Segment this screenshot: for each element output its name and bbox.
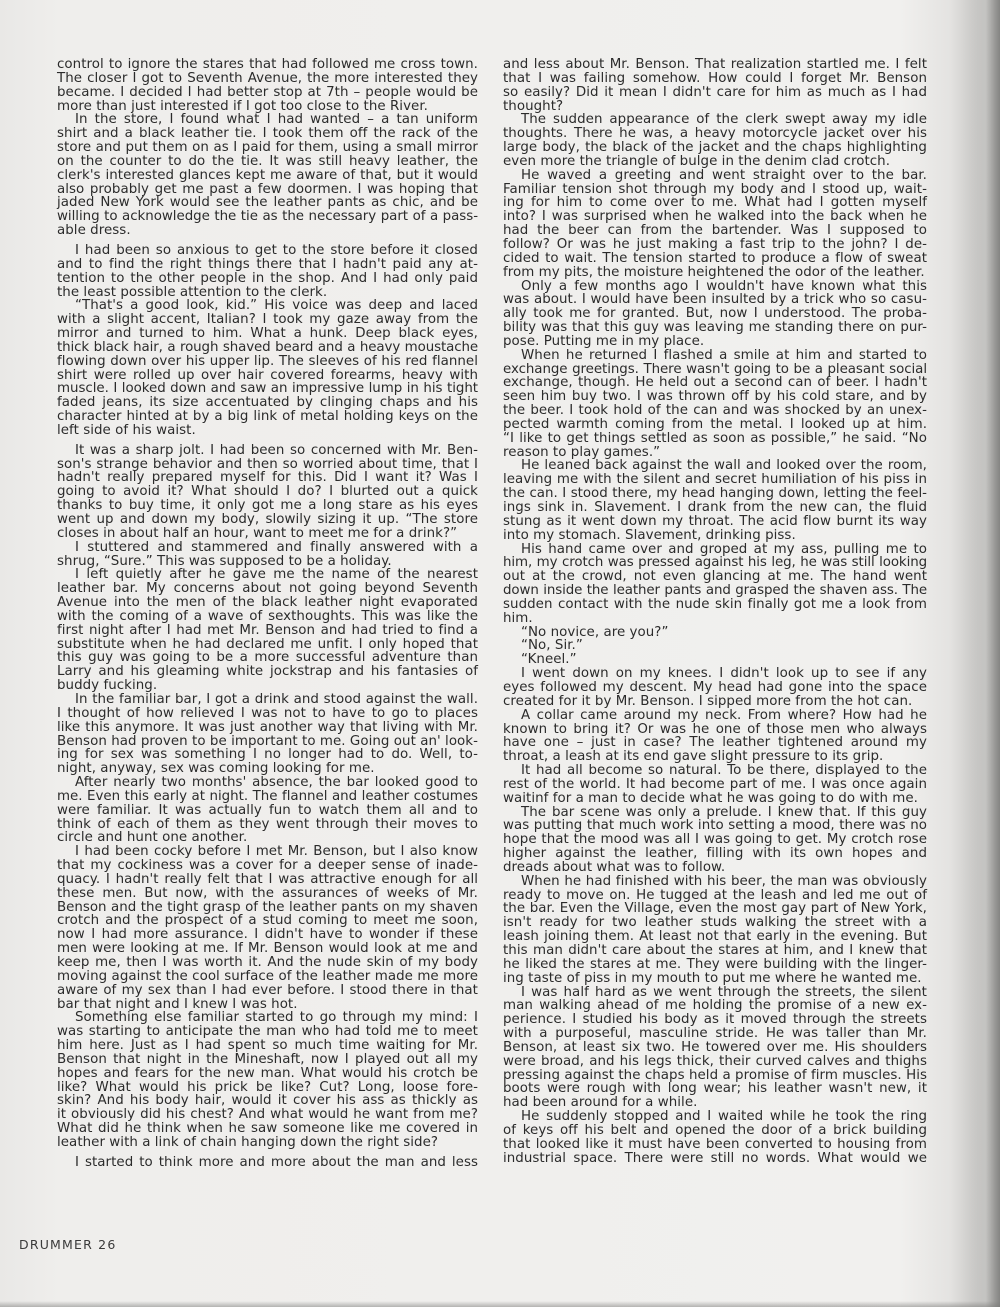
- text-line: into? I was surprised when he walked into the back when he: [503, 209, 927, 225]
- text-line: The bar scene was only a prelude. I knew that. If this guy: [521, 804, 927, 820]
- text-line: “No, Sir.”: [521, 638, 583, 654]
- text-line: stung as it went down my throat. The acid flow burnt its way: [503, 513, 927, 529]
- paragraph: [503, 459, 927, 542]
- text-line: was putting that much work into setting a mood, there was no: [503, 818, 927, 834]
- text-line: the least possible attention to the clerk.: [57, 284, 328, 300]
- text-line: left side of his waist.: [57, 422, 196, 438]
- text-line: he liked the stares at me. They were building with the linger-: [503, 956, 927, 972]
- text-line: shrug, “Sure.” This was supposed to be a holiday.: [57, 553, 392, 569]
- text-line: were broad, and his legs thick, their curved calves and thighs: [503, 1053, 927, 1069]
- text-line: flowing down over his upper lip. The sleeves of his red flannel: [57, 353, 478, 369]
- text-line: higher against the leather, filling with its own hopes and: [503, 846, 927, 862]
- text-line: I was half hard as we went through the streets, the silent: [521, 984, 927, 1000]
- text-line: Only a few months ago I wouldn't have known what this: [521, 278, 927, 294]
- text-line: ing for him to come over to me. What had I gotten myself: [503, 195, 927, 211]
- text-line: that I was failing somehow. How could I forget Mr. Benson: [503, 70, 927, 86]
- text-line: moving against the cool surface of the leather made me more: [57, 968, 478, 984]
- text-line: man walking ahead of me holding the promise of a new ex-: [503, 998, 927, 1014]
- text-line: ing taste of piss in my mouth to put me where he wanted me.: [503, 970, 922, 986]
- text-line: went up and down my body, slowily sizing it up. “The store: [57, 512, 478, 527]
- text-line: think of each of them as they went through their moves to: [57, 816, 478, 832]
- text-line: Larry and his gleaming white jockstrap and his fantasies of: [57, 664, 478, 680]
- text-line: After nearly two months' absence, the bar looked good to: [75, 775, 478, 791]
- text-line: became. I decided I had better stop at 7th – people would be: [57, 84, 478, 100]
- text-line: with a purposeful, masculine stride. He was taller than Mr.: [503, 1026, 927, 1042]
- text-line: aware of my sex than I had ever before. I stood there in that: [57, 982, 478, 998]
- text-line: hope that the mood was all I was going to get. My crotch rose: [503, 832, 927, 848]
- text-line: pected warmth coming from the metal. I looked up at him.: [503, 416, 927, 432]
- text-line: His hand came over and groped at my ass, pulling me to: [521, 541, 927, 557]
- text-line: circle and hunt one another.: [57, 830, 248, 846]
- text-line: him here. Just as I had spent so much time waiting for Mr.: [57, 1038, 478, 1054]
- text-line: A collar came around my neck. From where? How had he: [521, 707, 927, 723]
- paragraph: [503, 653, 927, 667]
- text-line: It had all become so natural. To be there, displayed to the: [521, 763, 927, 779]
- text-line: He leaned back against the wall and looked over the room,: [521, 458, 927, 474]
- text-line: leaving me with the silent and secret humiliation of his piss in: [503, 472, 927, 488]
- text-line: willing to acknowledge the tie as the necessary part of a pass-: [57, 209, 478, 225]
- text-line: night, anyway, sex was coming looking for me.: [57, 761, 375, 777]
- text-line: character hinted at by a big link of metal holding keys on the: [57, 409, 478, 425]
- text-line: also probably get me past a few doormen. I was hoping that: [57, 181, 478, 197]
- text-line: the can. I stood there, my head hanging down, letting the feel-: [503, 486, 927, 502]
- text-line: sudden contact with the nude skin finally got me a look from: [503, 596, 927, 612]
- text-line: him.: [503, 610, 533, 626]
- paragraph: [57, 845, 478, 1011]
- text-line: was starting to anticipate the man who had told me to meet: [57, 1024, 478, 1040]
- text-line: son's strange behavior and then so worried about time, that I: [57, 456, 478, 472]
- text-line: quacy. I hadn't really felt that I was attractive enough for all: [57, 871, 478, 887]
- text-line: had been around for a while.: [503, 1095, 698, 1111]
- text-line: control to ignore the stares that had followed me cross town.: [57, 57, 478, 72]
- paragraph: [57, 693, 478, 776]
- text-line: known to bring it? Or was he one of those men who always: [503, 721, 927, 737]
- text-line: like? What would his prick be like? Cut? Long, loose fore-: [57, 1079, 478, 1095]
- text-line: thought?: [503, 98, 564, 114]
- text-line: buddy fucking.: [57, 678, 158, 694]
- text-line: shirt were rolled up over hair covered forearms, heavy with: [57, 367, 478, 383]
- text-line: In the familiar bar, I got a drink and stood against the wall.: [75, 691, 478, 707]
- text-line: I had been cocky before I met Mr. Benson, but I also know: [75, 844, 478, 860]
- text-line: out at the crowd, not even glancing at me. The hand went: [503, 569, 927, 585]
- text-line: I stuttered and stammered and finally answered with a: [75, 539, 478, 555]
- paragraph: [503, 169, 927, 280]
- text-line: ready to move on. He tugged at the leash and led me out of: [503, 887, 927, 903]
- text-line: seen him buy two. I was thrown off by his cold stare, and by: [503, 389, 927, 405]
- text-line: He suddenly stopped and I waited while he took the ring: [521, 1109, 927, 1125]
- text-line: were familiar. It was actually fun to watch them all and to: [57, 802, 478, 818]
- text-line: leather bar. My concerns about not going beyond Seventh: [57, 581, 478, 597]
- paragraph: [57, 58, 478, 113]
- text-line: have one – just in case? The leather tightened around my: [503, 735, 927, 751]
- text-line: had the beer can from the bartender. Was I supposed to: [503, 223, 927, 239]
- page-edge-shadow: [968, 0, 1000, 1307]
- text-line: of keys off his belt and opened the door of a brick building: [503, 1122, 927, 1138]
- text-line: was about. I would have been insulted by a trick who so casu-: [503, 292, 927, 308]
- text-line: isn't ready for two leather studs walking the street with a: [503, 915, 927, 931]
- text-line: going to avoid it? What should I do? I blurted out a quick: [57, 484, 478, 500]
- paragraph: [503, 667, 927, 709]
- text-line: exchange greetings. There wasn't going to be a pleasant social: [503, 361, 927, 377]
- text-line: leather with a link of chain hanging down the right side?: [57, 1134, 439, 1150]
- text-line: me. Even this early at night. The flannel and leather costumes: [57, 788, 478, 804]
- paragraph: [503, 626, 927, 640]
- text-line: this man didn't care about the stares at him, and I knew that: [503, 943, 927, 958]
- text-line: He waved a greeting and went straight over to the bar.: [521, 167, 927, 183]
- text-line: more than just interested if I got too close to the River.: [57, 98, 428, 114]
- page-footer: DRUMMER 26: [19, 1237, 117, 1252]
- text-line: this guy was going to be a more successful adventure than: [57, 650, 478, 666]
- text-line: ing for sex was something I no longer had to do. Well, to-: [57, 747, 478, 763]
- text-line: The sudden appearance of the clerk swept away my idle: [521, 112, 927, 128]
- text-line: throat, a leash at its end gave slight pressure to its grip.: [503, 749, 884, 765]
- paragraph: [503, 639, 927, 653]
- text-line: exchange, though. He held out a second can of beer. I hadn't: [503, 375, 927, 391]
- text-line: him, my crotch was pressed against his leg, he was still looking: [503, 555, 927, 571]
- text-line: substitute when he had declared me unfit. I only hoped that: [57, 636, 478, 652]
- text-line: bility was that this guy was leaving me standing there on pur-: [503, 320, 927, 336]
- text-line: boots were rough with long wear; his leather wasn't new, it: [503, 1081, 927, 1097]
- text-line: that my cockiness was a cover for a deeper sense of inade-: [57, 858, 478, 874]
- text-line: muscle. I looked down and saw an impressive lump in his tight: [57, 381, 478, 397]
- text-line: now I had more assurance. I didn't have to wonder if these: [57, 927, 478, 943]
- text-line: tention to the other people in the shop. And I had only paid: [57, 270, 478, 286]
- paragraph: [57, 299, 478, 437]
- text-line: faded jeans, its size accentuated by clinging chaps and his: [57, 395, 478, 411]
- text-line: from my pits, the moisture heightened the odor of the leather.: [503, 264, 925, 280]
- text-line: What did he think when he saw someone like me covered in: [57, 1121, 478, 1137]
- text-line: large body, the black of the jacket and the chaps highlighting: [503, 140, 927, 156]
- text-line: “I like to get things settled as soon as possible,” he said. “No: [503, 430, 927, 446]
- text-line: like this anymore. It was just another way that living with Mr.: [57, 719, 478, 735]
- text-line: I started to think more and more about the man and less: [75, 1154, 478, 1170]
- text-line: so easily? Did it mean I didn't care for him as much as I had: [503, 84, 927, 100]
- paragraph: [503, 1110, 927, 1165]
- text-line: waitinf for a man to decide what he was going to do with me.: [503, 790, 918, 806]
- text-line: cided to wait. The tension started to produce a flow of sweat: [503, 250, 927, 266]
- text-line: follow? Or was he just making a fast trip to the john? I de-: [503, 236, 927, 252]
- text-line: pose. Putting me in my place.: [503, 333, 705, 349]
- text-line: “That's a good look, kid.” His voice was deep and laced: [75, 298, 478, 314]
- paragraph: [503, 806, 927, 875]
- text-column-right: [503, 58, 927, 1166]
- text-line: clerk's interested glances kept me aware of that, but it would: [57, 167, 478, 183]
- paragraph: [57, 1011, 478, 1149]
- text-line: ally took me for granted. But, now I understood. The proba-: [503, 306, 927, 322]
- text-line: skin? And his body hair, would it cover his ass as thickly as: [57, 1093, 478, 1109]
- text-line: “No novice, are you?”: [521, 624, 669, 640]
- text-line: and less about Mr. Benson. That realization startled me. I felt: [503, 57, 927, 72]
- text-line: Avenue into the men of the black leather night evaporated: [57, 595, 478, 611]
- paragraph: [503, 709, 927, 764]
- text-line: these men. But now, with the assurances of weeks of Mr.: [57, 885, 478, 901]
- text-line: ings sink in. Slavement. I drank from the new can, the fluid: [503, 500, 927, 515]
- text-line: keep me, then I was worth it. And the nude skin of my body: [57, 955, 478, 970]
- paragraph: [503, 280, 927, 349]
- paragraph: [503, 986, 927, 1111]
- text-line: perience. I studied his body as it moved through the streets: [503, 1012, 927, 1028]
- paragraph: [503, 875, 927, 986]
- text-line: with the coming of a wave of sexthoughts. This was like the: [57, 608, 478, 624]
- text-line: crotch and the prospect of a stud coming to meet me soon,: [57, 913, 478, 929]
- text-line: The closer I got to Seventh Avenue, the more interested they: [57, 70, 478, 86]
- text-line: that looked like it must have been converted to housing from: [503, 1136, 927, 1152]
- text-line: eyes followed my descent. My head had gone into the space: [503, 679, 927, 695]
- paragraph: [57, 541, 478, 569]
- text-line: created for it by Mr. Benson. I sipped more from the hot can.: [503, 693, 913, 709]
- text-line: pressing against the chaps held a promise of firm muscles. His: [503, 1067, 927, 1083]
- text-line: closes in about half an hour, want to meet me for a drink?”: [57, 525, 458, 541]
- text-line: and to find the right things there that I hadn't paid any at-: [57, 256, 478, 272]
- text-line: the beer. I took hold of the can and was shocked by an unex-: [503, 403, 927, 419]
- paragraph: [503, 113, 927, 168]
- text-line: store and put them on as I paid for them, using a small mirror: [57, 140, 478, 156]
- text-line: rest of the world. It had become part of me. I was once again: [503, 776, 927, 792]
- text-line: Benson had proven to be important to me. Going out an' look-: [57, 733, 478, 749]
- text-line: first night after I had met Mr. Benson and had tried to find a: [57, 622, 478, 638]
- paragraph: [503, 349, 927, 460]
- text-line: Familiar tension shot through my body and I stood up, wait-: [503, 181, 927, 197]
- paragraph: [503, 543, 927, 626]
- text-line: In the store, I found what I had wanted – a tan uniform: [75, 112, 478, 128]
- text-line: “Kneel.”: [521, 652, 577, 668]
- text-line: the bar. Even the Village, even the most gay part of New York,: [503, 901, 927, 917]
- text-line: Benson that night in the Mineshaft, now I played out all my: [57, 1051, 478, 1067]
- text-line: Benson, at least six two. He towered over me. His shoulders: [503, 1039, 927, 1055]
- text-line: I thought of how relieved I was not to have to go to places: [57, 705, 478, 721]
- paragraph: [57, 444, 478, 541]
- text-line: hadn't really prepared myself for this. Did I want it? Was I: [57, 470, 478, 486]
- paragraph: [503, 58, 927, 113]
- text-line: Benson and the tight grasp of the leather pants on my shaven: [57, 899, 478, 915]
- text-line: able dress.: [57, 223, 131, 239]
- text-line: down inside the leather pants and grasped the shaven ass. The: [503, 583, 927, 599]
- paragraph: [57, 776, 478, 845]
- text-line: dreads about what was to follow.: [503, 859, 726, 875]
- text-line: thanks to buy time, it only got me a long stare as his eyes: [57, 498, 478, 514]
- text-line: I went down on my knees. I didn't look up to see if any: [521, 666, 927, 682]
- text-line: Something else familiar started to go through my mind: I: [75, 1010, 478, 1026]
- paragraph: [57, 244, 478, 299]
- text-line: it obviously did his chest? And what would he want from me?: [57, 1107, 478, 1123]
- text-line: mirror and turned to him. What a hunk. Deep black eyes,: [57, 326, 478, 342]
- text-line: into my stomach. Slavement, drinking piss.: [503, 527, 796, 543]
- text-line: When he returned I flashed a smile at him and started to: [521, 347, 927, 363]
- text-line: It was a sharp jolt. I had been so concerned with Mr. Ben-: [75, 442, 478, 458]
- text-line: bar that night and I knew I was hot.: [57, 996, 298, 1012]
- text-line: thick black hair, a rough shaved beard and a heavy moustache: [57, 339, 478, 355]
- paragraph: [57, 1156, 478, 1170]
- paragraph: [57, 568, 478, 693]
- text-line: even more the triangle of bulge in the denim clad crotch.: [503, 153, 891, 169]
- text-column-left: [57, 58, 478, 1170]
- text-line: hopes and fears for the new man. What would his crotch be: [57, 1065, 478, 1081]
- text-line: industrial space. There were still no words. What would we: [503, 1150, 927, 1166]
- text-line: jaded New York would see the leather pants as chic, and be: [57, 195, 478, 211]
- page-bottom-edge: [0, 1301, 1000, 1307]
- text-line: I left quietly after he gave me the name of the nearest: [75, 567, 478, 583]
- paragraph: [503, 764, 927, 806]
- text-line: on the counter to do the tie. It was still heavy leather, the: [57, 153, 478, 169]
- text-line: shirt and a black leather tie. I took them off the rack of the: [57, 126, 478, 142]
- text-line: reason to play games.”: [503, 444, 661, 460]
- text-line: leash joining them. At least not that early in the evening. But: [503, 929, 927, 945]
- text-line: When he had finished with his beer, the man was obviously: [521, 873, 927, 889]
- text-line: I had been so anxious to get to the store before it closed: [75, 242, 478, 258]
- text-line: men were looking at me. If Mr. Benson would look at me and: [57, 941, 478, 957]
- text-line: with a slight accent, Italian? I took my gaze away from the: [57, 312, 478, 328]
- paragraph: [57, 113, 478, 238]
- text-line: thoughts. There he was, a heavy motorcycle jacket over his: [503, 126, 927, 142]
